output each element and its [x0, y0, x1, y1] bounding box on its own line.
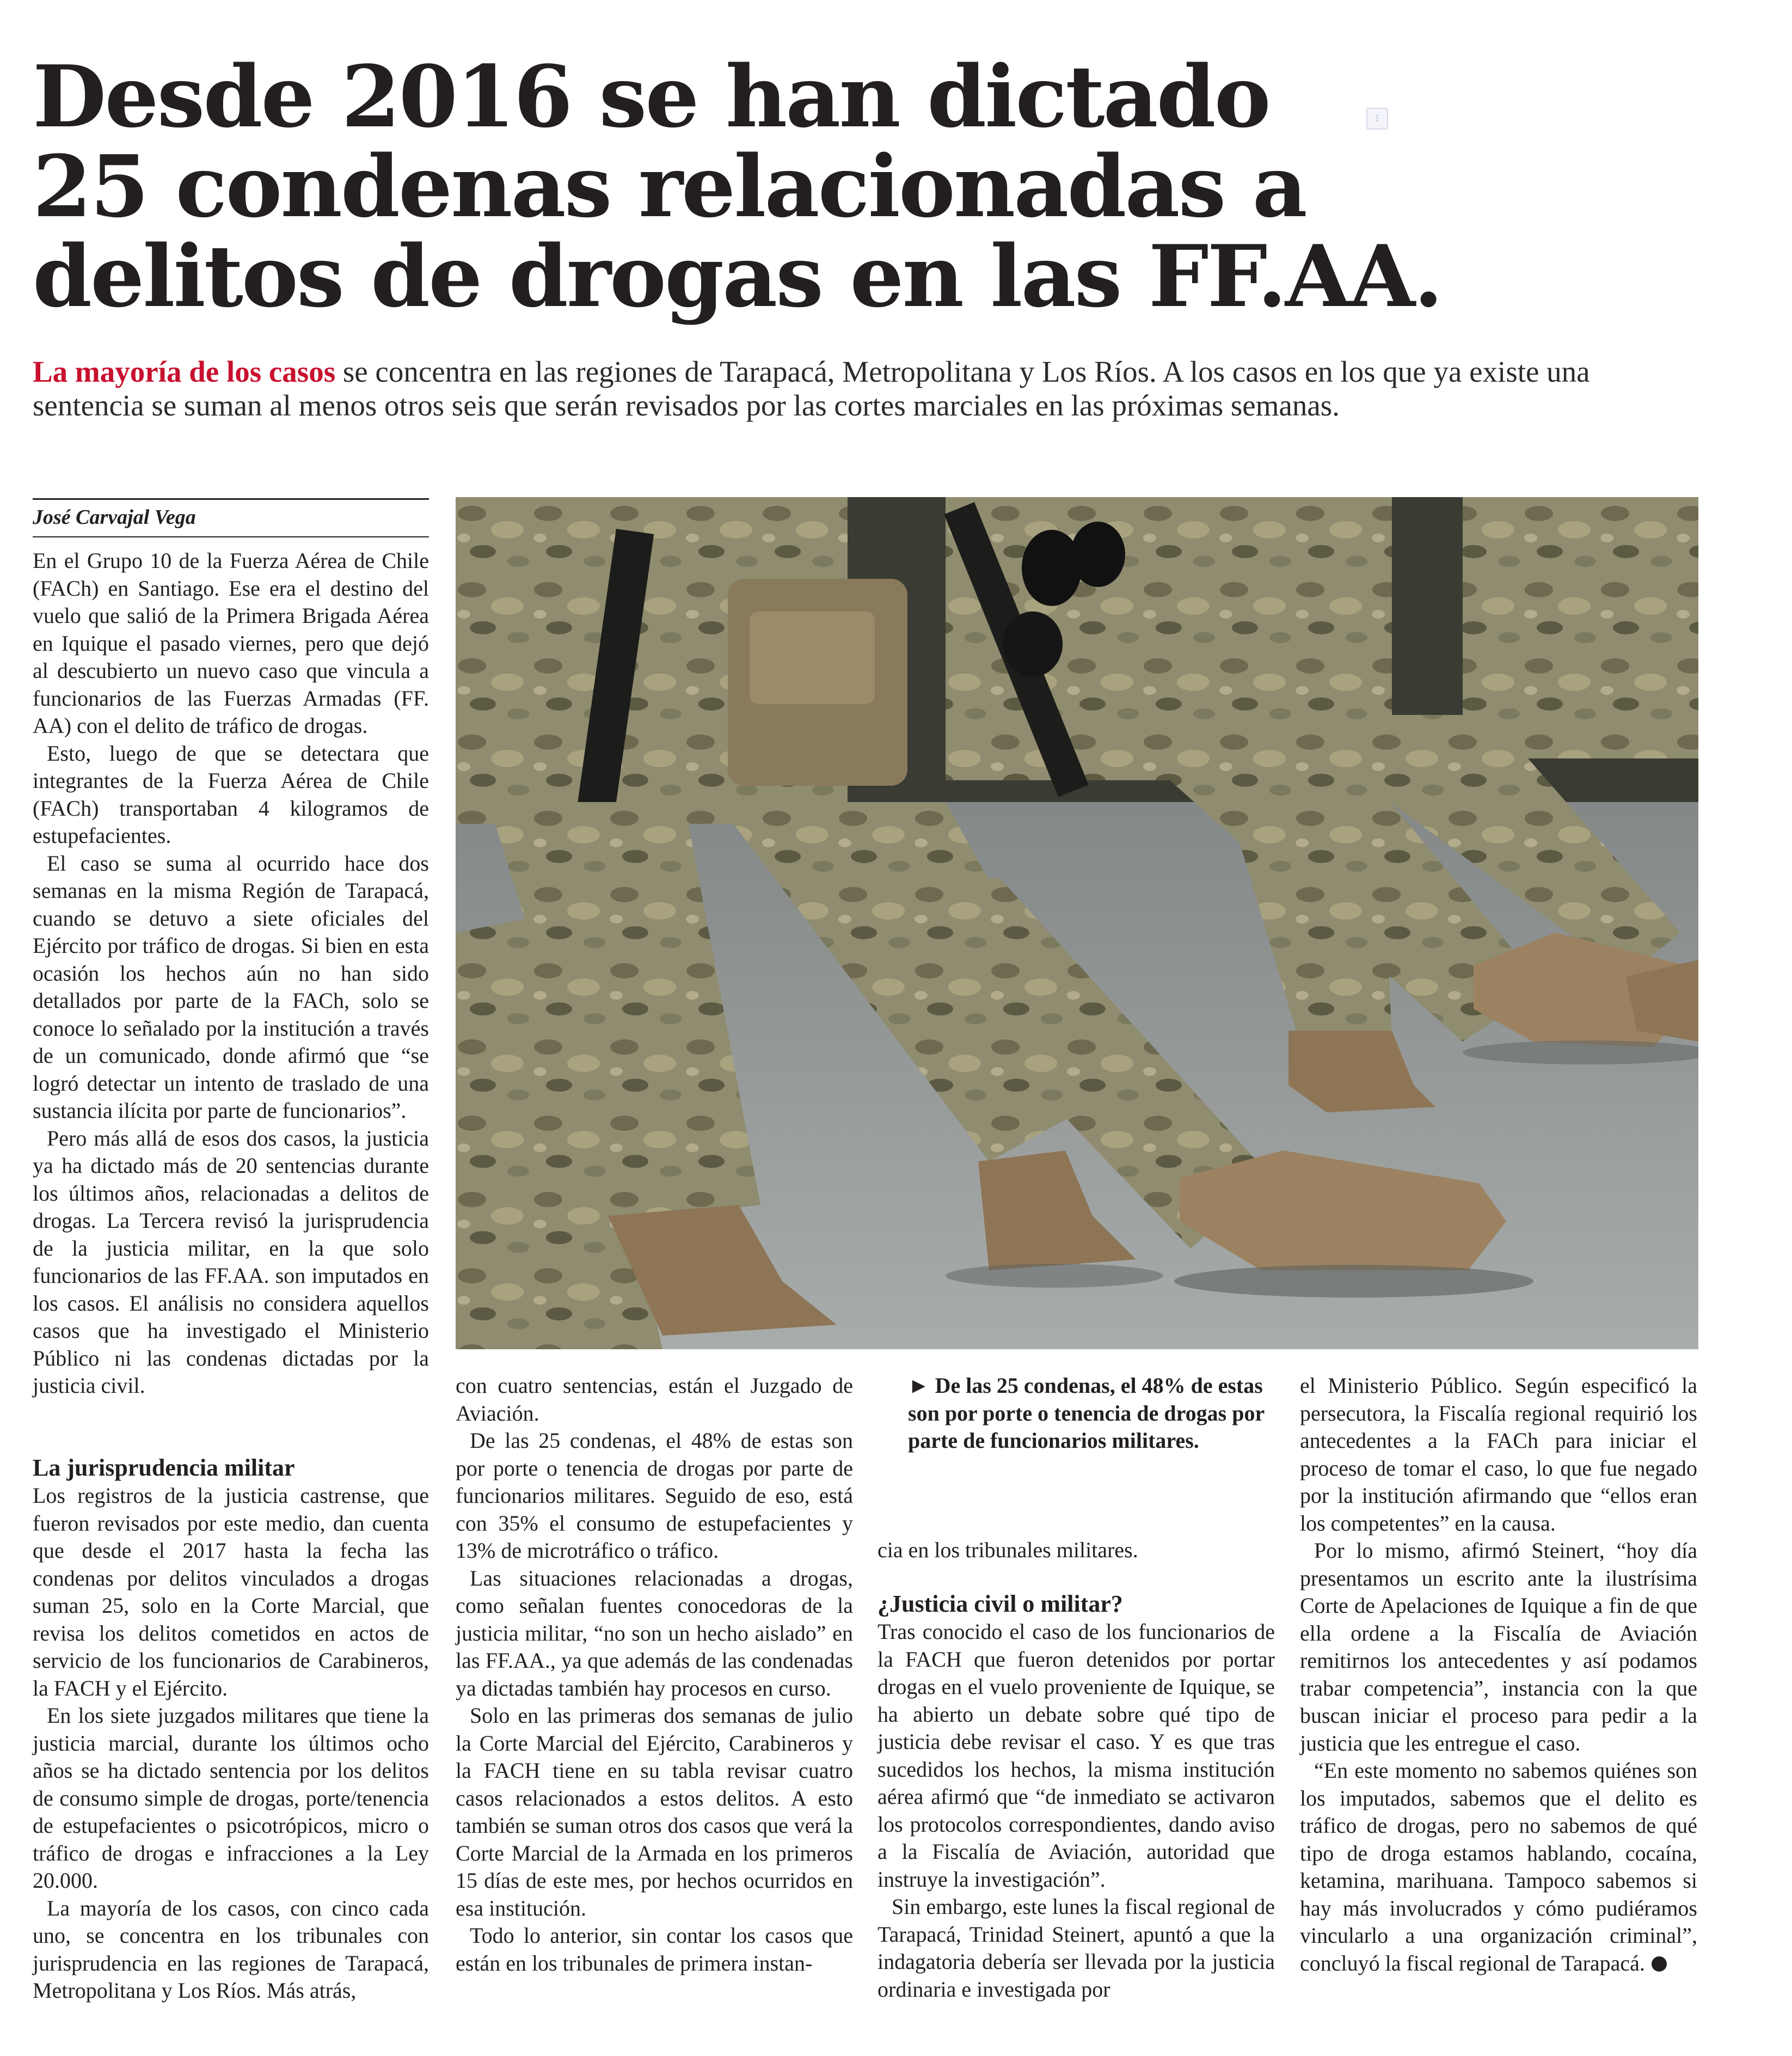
- paragraph: Todo lo anterior, sin contar los casos que están en los tribunales de primera instan-: [456, 1923, 853, 1975]
- page-marker-icon: ⁝: [1366, 108, 1388, 130]
- paragraph: Por lo mismo, afirmó Steinert, “hoy día presentamos un escrito ante la ilustrísima Corte de Apelaciones de Iquique a fin de que ella ordene a la Fiscalía de Aviación remitirnos los antecedentes y así podamos trabar competencia”, instancia con la que buscan iniciar el proceso para pedir a la justicia que les entregue el caso.: [1300, 1538, 1697, 1755]
- article-column-1-continued: [33, 1454, 429, 2005]
- article-column-1: [33, 547, 429, 1400]
- headline-line-2: 25 condenas relacionadas a: [33, 137, 1306, 236]
- paragraph: el Ministerio Público. Según especificó la persecutora, la Fiscalía regional requirió los antecedentes a la FACh para iniciar el proceso de tomar el caso, lo que fue negado por la institución afirmando que “ellos eran los competentes” en la causa.: [1300, 1373, 1697, 1535]
- headline: [33, 47, 1448, 326]
- lead-text: se concentra en las regiones de Tarapacá, Metropolitana y Los Ríos. A los casos en los que ya existe una sentencia se suman al menos otros seis que serán revisados por las cortes marciales en las próximas semanas.: [33, 355, 1590, 422]
- paragraph: De las 25 condenas, el 48% de estas son por porte o tenencia de drogas por parte de funcionarios militares. Seguido de eso, está con 35% el consumo de estupefacientes y 13% de microtráfico o tráfico.: [456, 1428, 853, 1563]
- subheading: La jurisprudencia militar: [33, 1454, 295, 1481]
- end-mark-icon: [1652, 1956, 1667, 1972]
- pull-quote: [908, 1372, 1284, 1455]
- headline-line-3: delitos de drogas en las FF.AA.: [33, 227, 1442, 326]
- pull-quote-marker-icon: ►: [908, 1373, 930, 1398]
- paragraph: Sin embargo, este lunes la fiscal regional de Tarapacá, Trinidad Steinert, apuntó a que la indagatoria debería ser llevada por la justicia ordinaria e investigada por: [877, 1894, 1275, 2002]
- paragraph: Los registros de la justicia castrense, que fueron revisados por este medio, dan cuenta que desde el 2017 hasta la fecha las condenas por delitos vinculados a drogas suman 25, solo en la Corte Marcial, que revisa los delitos cometidos en actos de servicio de los funcionarios de Carabineros, la FACH y el Ejército.: [33, 1483, 429, 1700]
- paragraph: con cuatro sentencias, están el Juzgado de Aviación.: [456, 1373, 853, 1425]
- byline-top-rule: [33, 498, 429, 500]
- soldiers-marching-photo: [456, 497, 1698, 1349]
- byline-bottom-rule: [33, 536, 429, 537]
- byline: José Carvajal Vega: [33, 506, 196, 529]
- lead-paragraph: [33, 355, 1666, 423]
- subheading: ¿Justicia civil o militar?: [877, 1590, 1123, 1617]
- pull-quote-text: De las 25 condenas, el 48% de estas son por porte o tenencia de drogas por parte de funcionarios militares.: [908, 1373, 1265, 1453]
- article-column-3: [877, 1590, 1275, 2003]
- paragraph: Las situaciones relacionadas a drogas, como señalan fuentes conocedoras de la justicia militar, “no son un hecho aislado” en las FF.AA., ya que además de las condenadas ya dictadas también hay procesos en curso.: [456, 1565, 853, 1700]
- article-column-4: [1300, 1372, 1697, 1977]
- lead-highlight: La mayoría de los casos: [33, 355, 336, 388]
- headline-line-1: Desde 2016 se han dictado: [33, 47, 1269, 146]
- paragraph-text: “En este momento no sabemos quiénes son los imputados, sabemos que el delito es tráfico de drogas, pero no sabemos de qué tipo de droga estamos hablando, cocaína, ketamina, marihuana. Tampoco sabemos si hay más involucrados y cómo pudiéramos vincularlo a una organización criminal”, concluyó la fiscal regional de Tarapacá.: [1300, 1758, 1697, 1975]
- article-column-2: [456, 1372, 853, 1977]
- paragraph: El caso se suma al ocurrido hace dos semanas en la misma Región de Tarapacá, cuando se detuvo a siete oficiales del Ejército por tráfico de drogas. Si bien en esta ocasión los hechos aún no han sido detallados por parte de la FACh, solo se conoce lo señalado por la institución a través de un comunicado, donde afirmó que “se logró detectar un intento de traslado de una sustancia ilícita por parte de funcionarios”.: [33, 850, 429, 1123]
- paragraph: En el Grupo 10 de la Fuerza Aérea de Chile (FACh) en Santiago. Ese era el destino del vuelo que salió de la Primera Brigada Aérea en Iquique el pasado viernes, pero que dejó al descubierto un nuevo caso que vincula a funcionarios de las Fuerzas Armadas (FF. AA) con el delito de tráfico de drogas.: [33, 548, 429, 738]
- article-column-3-continuation: cia en los tribunales militares.: [877, 1538, 1138, 1562]
- paragraph: La mayoría de los casos, con cinco cada uno, se concentra en los tribunales con jurisprudencia en las regiones de Tarapacá, Metropolitana y Los Ríos. Más atrás,: [33, 1895, 429, 2003]
- paragraph: Solo en las primeras dos semanas de julio la Corte Marcial del Ejército, Carabineros y la FACH tiene en su tabla revisar cuatro casos relacionados a estos delitos. A esto también se suman otros dos casos que verá la Corte Marcial de la Armada en los primeros 15 días de este mes, por hechos ocurridos en esa institución.: [456, 1703, 853, 1920]
- paragraph: En los siete juzgados militares que tiene la justicia marcial, durante los últimos ocho años se ha dictado sentencia por los delitos de consumo simple de drogas, porte/tenencia de estupefacientes o psicotrópicos, micro o tráfico de drogas e infracciones a la Ley 20.000.: [33, 1703, 429, 1893]
- paragraph: [1300, 1757, 1697, 1977]
- paragraph: Pero más allá de esos dos casos, la justicia ya ha dictado más de 20 sentencias durante los últimos años, relacionadas a delitos de drogas. La Tercera revisó la jurisprudencia de la justicia militar, en la que solo funcionarios de las FF.AA. son imputados en los casos. El análisis no considera aquellos casos que ha investigado el Ministerio Público ni las condenas dictadas por la justicia civil.: [33, 1125, 429, 1398]
- paragraph: Tras conocido el caso de los funcionarios de la FACH que fueron detenidos por portar drogas en el vuelo proveniente de Iquique, se ha abierto un debate sobre qué tipo de justicia debe revisar el caso. Y es que tras sucedidos los hechos, la misma institución aérea afirmó que “de inmediato se activaron los protocolos correspondientes, dando aviso a la Fiscalía de Aviación, autoridad que instruye la investigación”.: [877, 1619, 1275, 1892]
- paragraph: Esto, luego de que se detectara que integrantes de la Fuerza Aérea de Chile (FACh) transportaban 4 kilogramos de estupefacientes.: [33, 741, 429, 848]
